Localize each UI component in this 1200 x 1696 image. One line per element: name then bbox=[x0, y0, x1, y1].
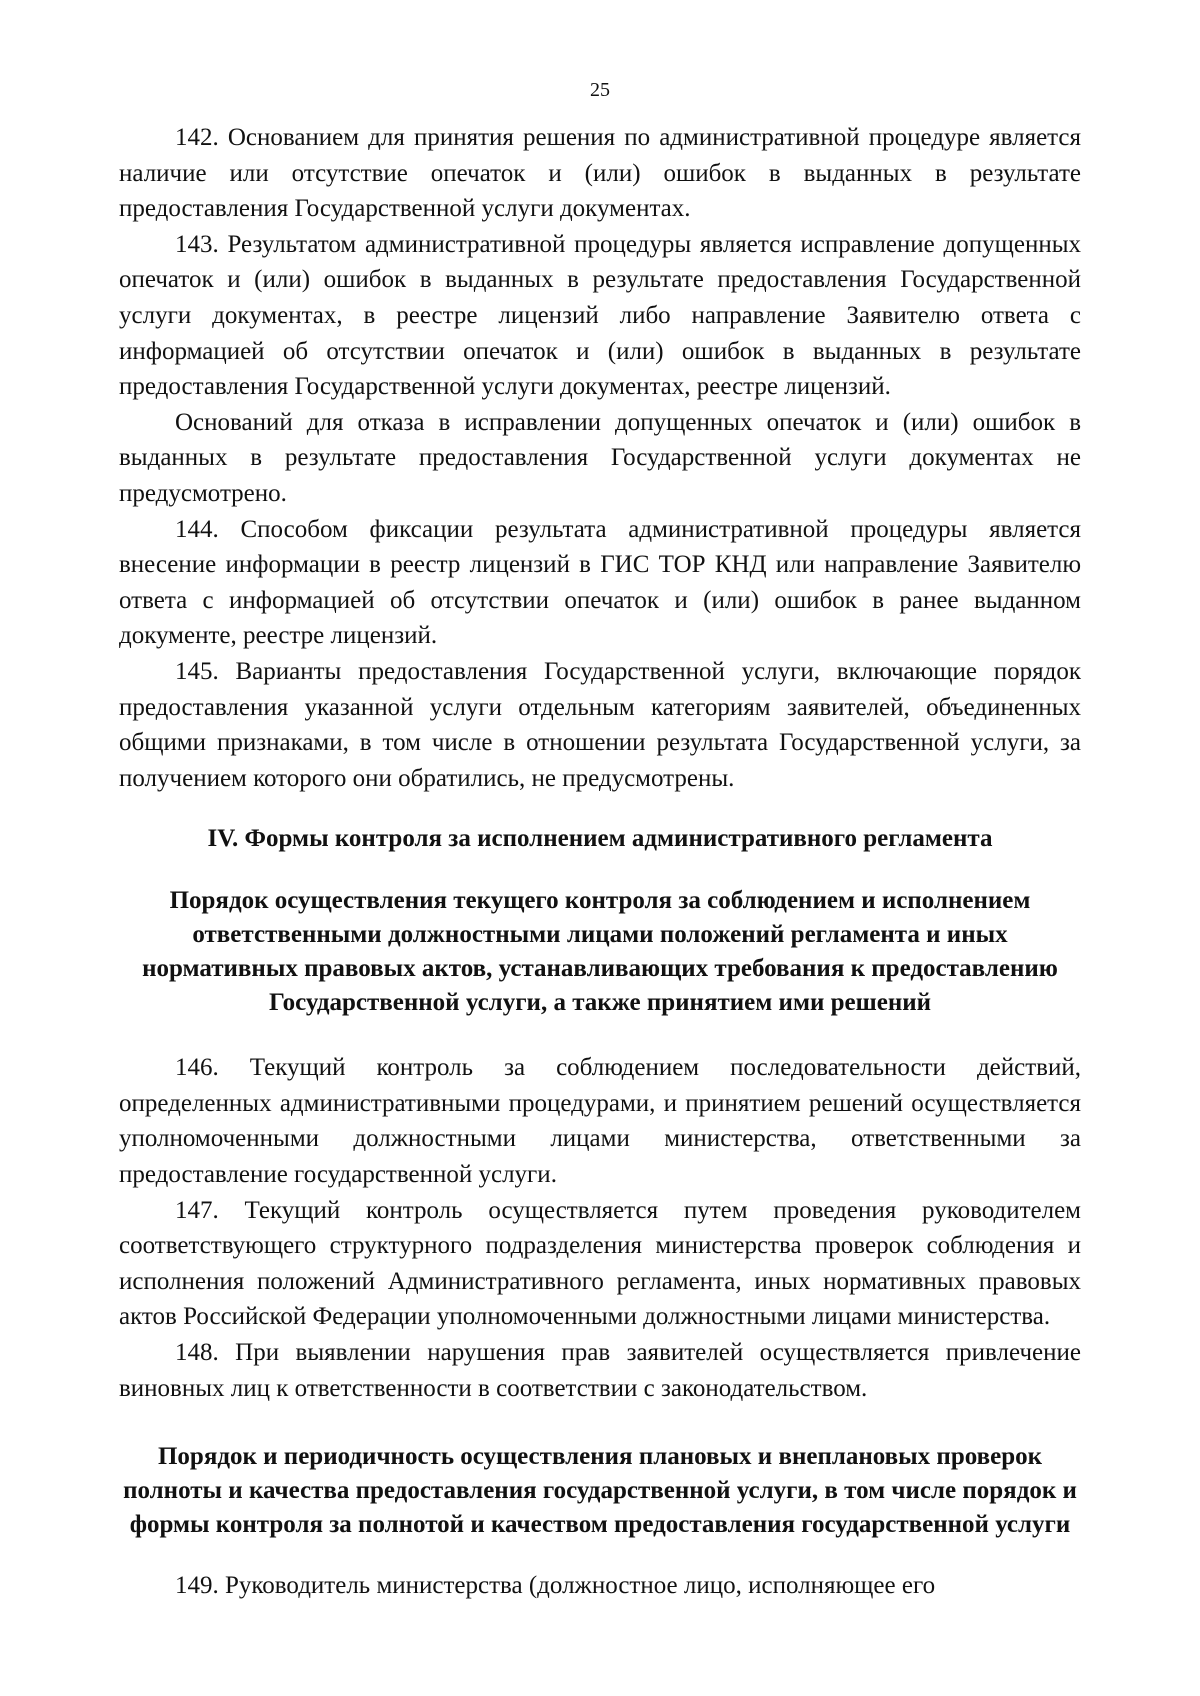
paragraph-no-refusal: Оснований для отказа в исправлении допущенных опечаток и (или) ошибок в выданных в результате предоставления Государственной услуги документах не предусмотрено. bbox=[119, 408, 1081, 507]
paragraph-145: 145. Варианты предоставления Государственной услуги, включающие порядок предоставления указанной услуги отдельным категориям заявителей, объединенных общими признаками, в том числе в отношении результата Государственной услуги, за получением которого они обратились, не предусмотрены. bbox=[119, 657, 1081, 792]
document-page bbox=[119, 60, 1081, 1604]
paragraph-143: 143. Результатом административной процедуры является исправление допущенных опечаток и (или) ошибок в выданных в результате предоставления Государственной услуги документах, в реестре лицензий либо направление Заявителю ответа с информацией об отсутствии опечаток и (или) ошибок в выданных в результате предоставления Государственной услуги документах, реестре лицензий. bbox=[119, 230, 1081, 401]
paragraph-148: 148. При выявлении нарушения прав заявителей осуществляется привлечение виновных лиц к ответственности в соответствии с законодательством. bbox=[119, 1339, 1081, 1402]
paragraph-147: 147. Текущий контроль осуществляется путем проведения руководителем соответствующего структурного подразделения министерства проверок соблюдения и исполнения положений Административного регламента, иных нормативных правовых актов Российской Федерации уполномоченными должностными лицами министерства. bbox=[119, 1196, 1081, 1331]
paragraph-146: 146. Текущий контроль за соблюдением последовательности действий, определенных административными процедурами, и принятием решений осуществляется уполномоченными должностными лицами министерства, ответственными за предоставление государственной услуги. bbox=[119, 1054, 1081, 1189]
section-title: IV. Формы контроля за исполнением административного регламента bbox=[207, 825, 993, 853]
paragraph-144: 144. Способом фиксации результата административной процедуры является внесение информации в реестр лицензий в ГИС ТОР КНД или направление Заявителю ответа с информацией об отсутствии опечаток и (или) ошибок в ранее выданном документе, реестре лицензий. bbox=[119, 515, 1081, 650]
subsection-2-title: Порядок и периодичность осуществления плановых и внеплановых проверок полноты и качества предоставления государственной услуги, в том числе порядок и формы контроля за полнотой и качеством предоставления государственной услуги bbox=[123, 1443, 1077, 1539]
paragraph-142: 142. Основанием для принятия решения по административной процедуре является наличие или отсутствие опечаток и (или) ошибок в выданных в результате предоставления Государственной услуги документах. bbox=[119, 124, 1081, 223]
page-number: 25 bbox=[590, 79, 610, 101]
paragraph-149: 149. Руководитель министерства (должностное лицо, исполняющее его bbox=[175, 1572, 936, 1600]
subsection-1-title: Порядок осуществления текущего контроля за соблюдением и исполнением ответственными должностными лицами положений регламента и иных нормативных правовых актов, устанавливающих требования к предоставлению Государственной услуги, а также принятием ими решений bbox=[142, 887, 1058, 1017]
